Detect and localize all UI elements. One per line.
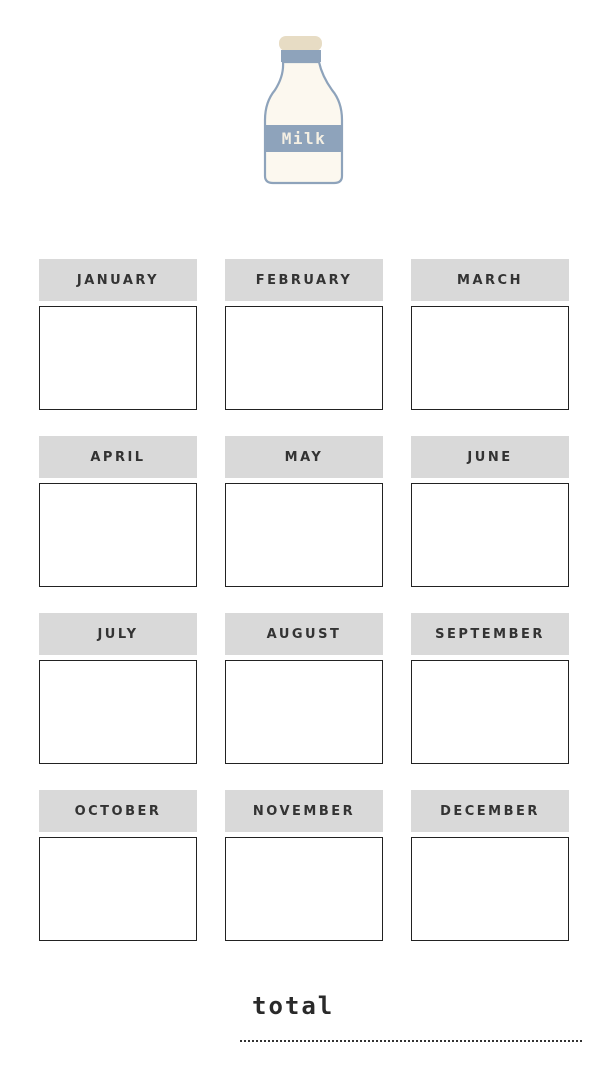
month-entry-box[interactable] — [39, 660, 197, 764]
month-label: AUGUST — [225, 613, 383, 655]
month-entry-box[interactable] — [39, 306, 197, 410]
month-label: DECEMBER — [411, 790, 569, 832]
month-cell-february — [225, 259, 383, 410]
total-entry-line[interactable] — [240, 1040, 582, 1042]
month-label: OCTOBER — [39, 790, 197, 832]
month-label: JANUARY — [39, 259, 197, 301]
month-cell-december — [411, 790, 569, 941]
month-entry-box[interactable] — [411, 483, 569, 587]
month-label: NOVEMBER — [225, 790, 383, 832]
month-label: SEPTEMBER — [411, 613, 569, 655]
month-cell-june — [411, 436, 569, 587]
month-entry-box[interactable] — [39, 837, 197, 941]
month-cell-march — [411, 259, 569, 410]
month-entry-box[interactable] — [225, 837, 383, 941]
month-cell-april — [39, 436, 197, 587]
month-label: MARCH — [411, 259, 569, 301]
month-entry-box[interactable] — [225, 483, 383, 587]
total-label: total — [252, 992, 335, 1020]
month-label: MAY — [225, 436, 383, 478]
month-entry-box[interactable] — [411, 660, 569, 764]
month-cell-september — [411, 613, 569, 764]
month-label: JULY — [39, 613, 197, 655]
month-label: FEBRUARY — [225, 259, 383, 301]
month-label: JUNE — [411, 436, 569, 478]
month-cell-october — [39, 790, 197, 941]
month-label: APRIL — [39, 436, 197, 478]
month-entry-box[interactable] — [411, 306, 569, 410]
month-entry-box[interactable] — [225, 306, 383, 410]
month-cell-august — [225, 613, 383, 764]
milk-label: Milk — [281, 129, 327, 148]
month-entry-box[interactable] — [39, 483, 197, 587]
month-cell-january — [39, 259, 197, 410]
month-entry-box[interactable] — [411, 837, 569, 941]
month-entry-box[interactable] — [225, 660, 383, 764]
month-cell-november — [225, 790, 383, 941]
month-cell-may — [225, 436, 383, 587]
month-cell-july — [39, 613, 197, 764]
